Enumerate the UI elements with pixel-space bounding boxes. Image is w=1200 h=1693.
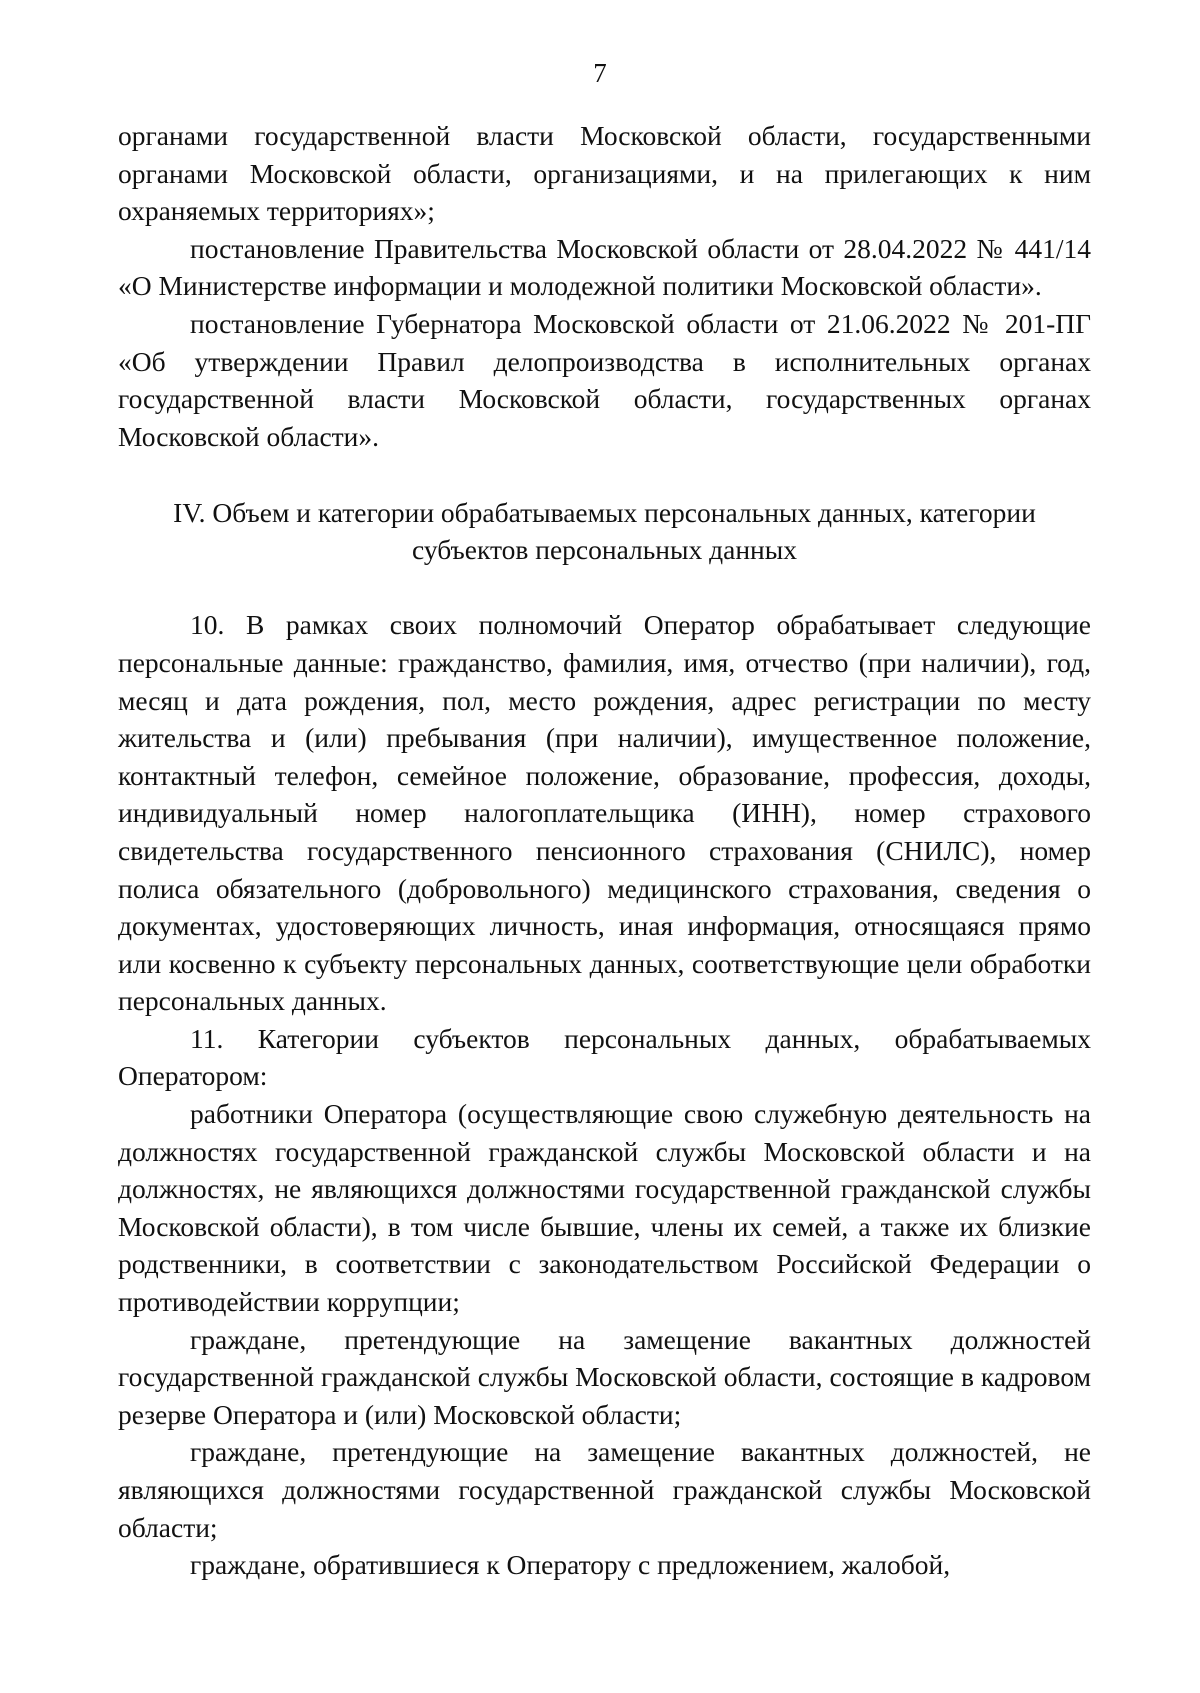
paragraph-11: 11. Категории субъектов персональных данных, обрабатываемых Оператором:: [118, 1022, 1091, 1092]
paragraph-11-appeals: граждане, обратившиеся к Оператору с предложением, жалобой,: [190, 1549, 951, 1581]
document-body: [118, 117, 1091, 1584]
paragraph-11-employees: работники Оператора (осуществляющие свою служебную деятельность на должностях государственной гражданской службы Московской области и на должностях, не являющихся должностями государственной гражданской службы Московской области), в том числе бывшие, члены их семей, а также их близкие родственники, в соответствии с законодательством Российской Федерации о противодействии коррупции;: [118, 1098, 1091, 1318]
paragraph-10: 10. В рамках своих полномочий Оператор обрабатывает следующие персональные данные: гражданство, фамилия, имя, отчество (при наличии), год, месяц и дата рождения, пол, место рождения, адрес регистрации по месту жительства и (или) пребывания (при наличии), имущественное положение, контактный телефон, семейное положение, образование, профессия, доходы, индивидуальный номер налогоплательщика (ИНН), номер страхового свидетельства государственного пенсионного страхования (СНИЛС), номер полиса обязательного (добровольного) медицинского страхования, сведения о документах, удостоверяющих личность, иная информация, относящаяся прямо или косвенно к субъекту персональных данных, соответствующие цели обработки персональных данных.: [118, 609, 1091, 1017]
paragraph-11-candidates-other: граждане, претендующие на замещение вакантных должностей, не являющихся должностями государственной гражданской службы Московской области;: [118, 1436, 1091, 1543]
paragraph-11-candidates-civil: граждане, претендующие на замещение вакантных должностей государственной гражданской службы Московской области, состоящие в кадровом резерве Оператора и (или) Московской области;: [118, 1323, 1091, 1430]
paragraph-resolution-441: постановление Правительства Московской области от 28.04.2022 № 441/14 «О Министерстве информации и молодежной политики Московской области».: [118, 232, 1091, 302]
section-heading: [118, 494, 1091, 568]
section-heading-line-2: субъектов персональных данных: [412, 534, 797, 566]
paragraph-continuation: органами государственной власти Московской области, государственными органами Московской области, организациями, и на прилегающих к ним охраняемых территориях»;: [118, 120, 1091, 227]
section-heading-line-1: IV. Объем и категории обрабатываемых персональных данных, категории: [173, 497, 1036, 529]
paragraph-resolution-201: постановление Губернатора Московской области от 21.06.2022 № 201-ПГ «Об утверждении Правил делопроизводства в исполнительных органах государственной власти Московской области, государственных органах Московской области».: [118, 307, 1091, 452]
page-number: 7: [593, 58, 607, 88]
